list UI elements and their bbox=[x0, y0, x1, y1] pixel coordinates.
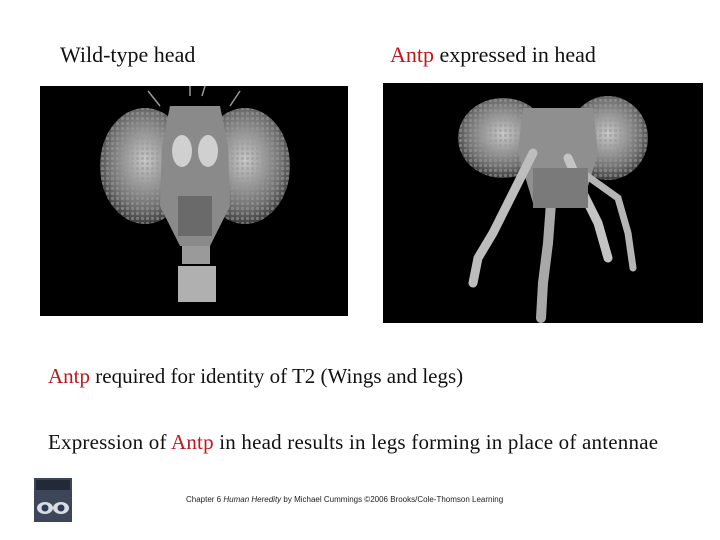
line2-end: in head results in legs forming in place of antennae bbox=[213, 430, 659, 454]
line1-rest: required for identity of T2 (Wings and legs) bbox=[90, 364, 464, 388]
antp-highlight: Antp bbox=[170, 430, 214, 454]
antp-head-drawing bbox=[383, 83, 703, 323]
footer-book-title: Human Heredity bbox=[223, 495, 282, 504]
footer-chapter: Chapter 6 bbox=[186, 495, 224, 504]
book-cover-thumbnail bbox=[34, 478, 72, 522]
line2-start: Expression of bbox=[48, 430, 171, 454]
antp-expression-statement bbox=[48, 428, 668, 456]
antp-highlight: Antp bbox=[48, 364, 90, 388]
footer-credit bbox=[186, 495, 503, 504]
caption-wild-type: Wild-type head bbox=[60, 42, 196, 67]
wild-type-head-drawing bbox=[40, 86, 348, 316]
antp-highlight: Antp bbox=[390, 42, 434, 67]
footer-publisher: by Michael Cummings ©2006 Brooks/Cole-Thomson Learning bbox=[281, 495, 504, 504]
book-cover-icon bbox=[34, 478, 72, 522]
caption-antp-expressed bbox=[390, 42, 596, 68]
antp-head-image bbox=[383, 83, 703, 323]
caption-rest: expressed in head bbox=[434, 42, 596, 67]
wild-type-head-image bbox=[40, 86, 348, 316]
antp-identity-statement bbox=[48, 362, 463, 390]
